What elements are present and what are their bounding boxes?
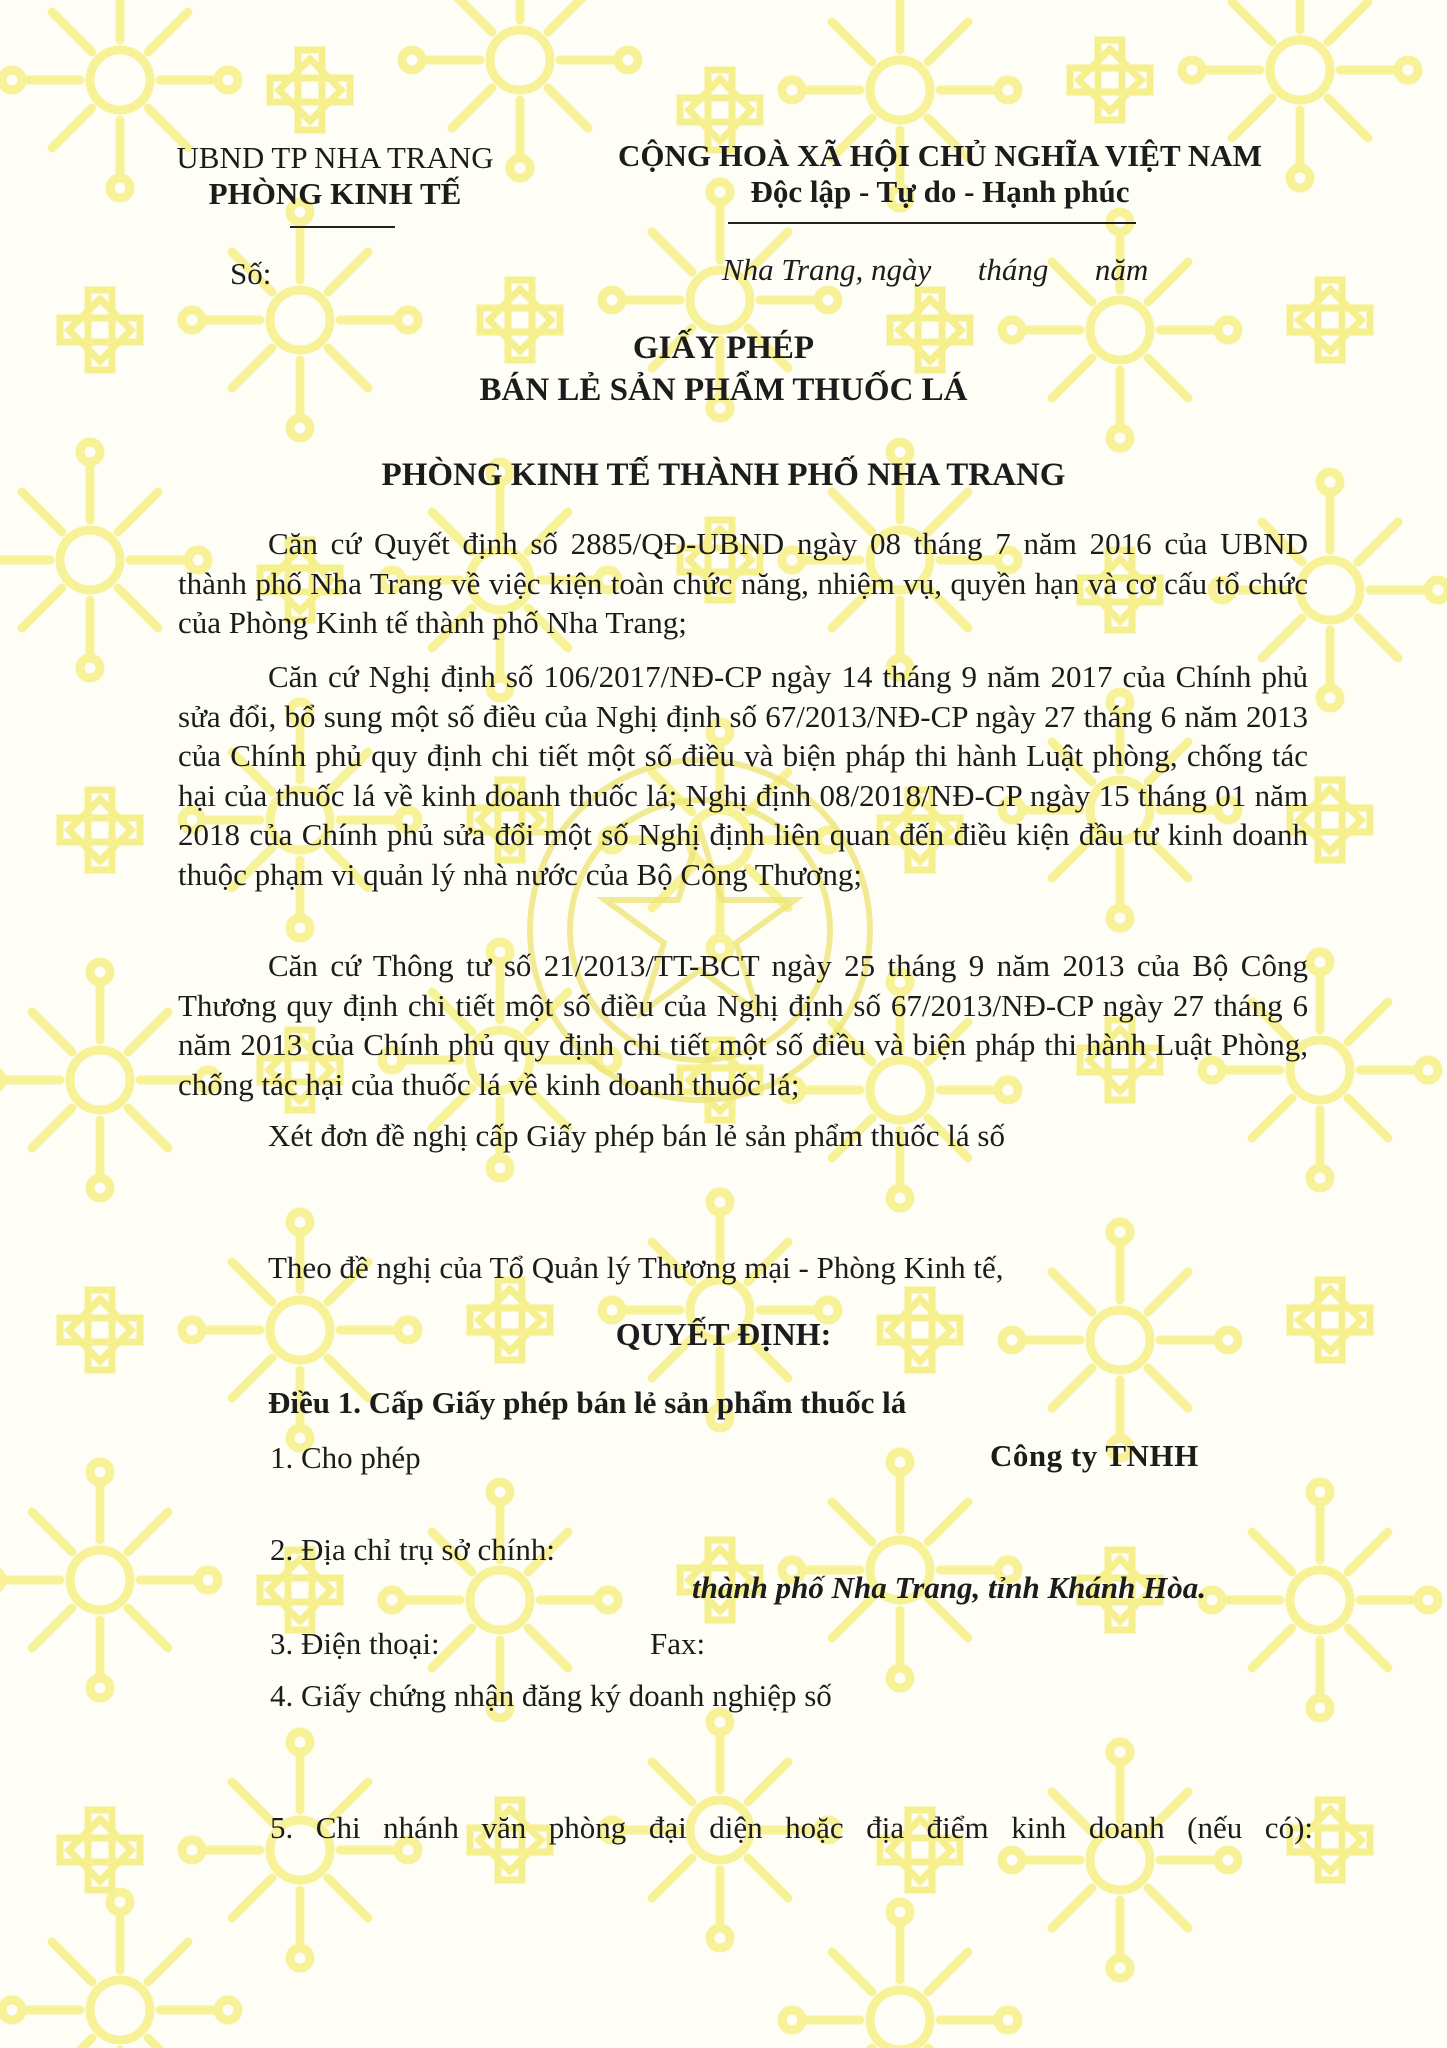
decision-heading: QUYẾT ĐỊNH: xyxy=(615,1316,832,1352)
phone-label: 3. Điện thoại: xyxy=(270,1626,440,1661)
business-registration-label: 4. Giấy chứng nhận đăng ký doanh nghiệp số xyxy=(270,1678,832,1713)
license-title: GIẤY PHÉP xyxy=(632,330,815,366)
license-subtitle: BÁN LẺ SẢN PHẨM THUỐC LÁ xyxy=(479,372,968,408)
fax-label: Fax: xyxy=(650,1626,706,1661)
branch-office-label: 5. Chi nhánh văn phòng đại diện hoặc địa điểm kinh doanh (nếu có): xyxy=(270,1810,1313,1845)
motto-underline xyxy=(728,222,1136,224)
agency-underline xyxy=(290,226,395,228)
application-consideration: Xét đơn đề nghị cấp Giấy phép bán lẻ sản phẩm thuốc lá số xyxy=(268,1118,1005,1153)
nation-line-2: Độc lập - Tự do - Hạnh phúc xyxy=(750,174,1130,209)
head-office-address: thành phố Nha Trang, tỉnh Khánh Hòa. xyxy=(692,1570,1207,1605)
date-line: Nha Trang, ngày tháng năm xyxy=(722,252,1149,287)
agency-line-1: UBND TP NHA TRANG xyxy=(176,140,494,175)
basis-paragraph-3: Căn cứ Thông tư số 21/2013/TT-BCT ngày 25 tháng 9 năm 2013 của Bộ Công Thương quy định chi tiết một số điều của Nghị định số 67/2013/NĐ-CP ngày 27 tháng 6 năm 2013 của Chính phủ quy định chi tiết một số điều và biện pháp thi hành Luật Phòng, chống tác hại của thuốc lá về kinh doanh thuốc lá; xyxy=(178,948,1308,1102)
nation-line-1: CỘNG HOÀ XÃ HỘI CHỦ NGHĨA VIỆT NAM xyxy=(618,138,1262,173)
proposal-line: Theo đề nghị của Tổ Quản lý Thương mại - Phòng Kinh tế, xyxy=(268,1250,1004,1285)
document-number-label: Số: xyxy=(230,256,272,291)
agency-line-2: PHÒNG KINH TẾ xyxy=(208,176,462,211)
basis-paragraph-1: Căn cứ Quyết định số 2885/QĐ-UBND ngày 08 tháng 7 năm 2016 của UBND thành phố Nha Trang về việc kiện toàn chức năng, nhiệm vụ, quyền hạn và cơ cấu tổ chức của Phòng Kinh tế thành phố Nha Trang; xyxy=(178,526,1308,640)
issuing-agency xyxy=(170,140,500,212)
issuing-authority: PHÒNG KINH TẾ THÀNH PHỐ NHA TRANG xyxy=(381,457,1066,493)
national-motto xyxy=(590,138,1290,210)
article-1-heading: Điều 1. Cấp Giấy phép bán lẻ sản phẩm thuốc lá xyxy=(268,1385,907,1420)
head-office-label: 2. Địa chỉ trụ sở chính: xyxy=(270,1532,556,1567)
permit-holder-label: 1. Cho phép xyxy=(270,1440,421,1475)
permit-holder-name: Công ty TNHH xyxy=(990,1438,1199,1473)
basis-paragraph-2: Căn cứ Nghị định số 106/2017/NĐ-CP ngày 14 tháng 9 năm 2017 của Chính phủ sửa đổi, bổ sung một số điều của Nghị định số 67/2013/NĐ-CP ngày 27 tháng 6 năm 2013 của Chính phủ quy định chi tiết một số điều và biện pháp thi hành Luật phòng, chống tác hại của thuốc lá về kinh doanh thuốc lá; Nghị định 08/2018/NĐ-CP ngày 15 tháng 01 năm 2018 của Chính phủ sửa đổi một số Nghị định liên quan đến điều kiện đầu tư kinh doanh thuộc phạm vi quản lý nhà nước của Bộ Công Thương; xyxy=(178,659,1308,892)
